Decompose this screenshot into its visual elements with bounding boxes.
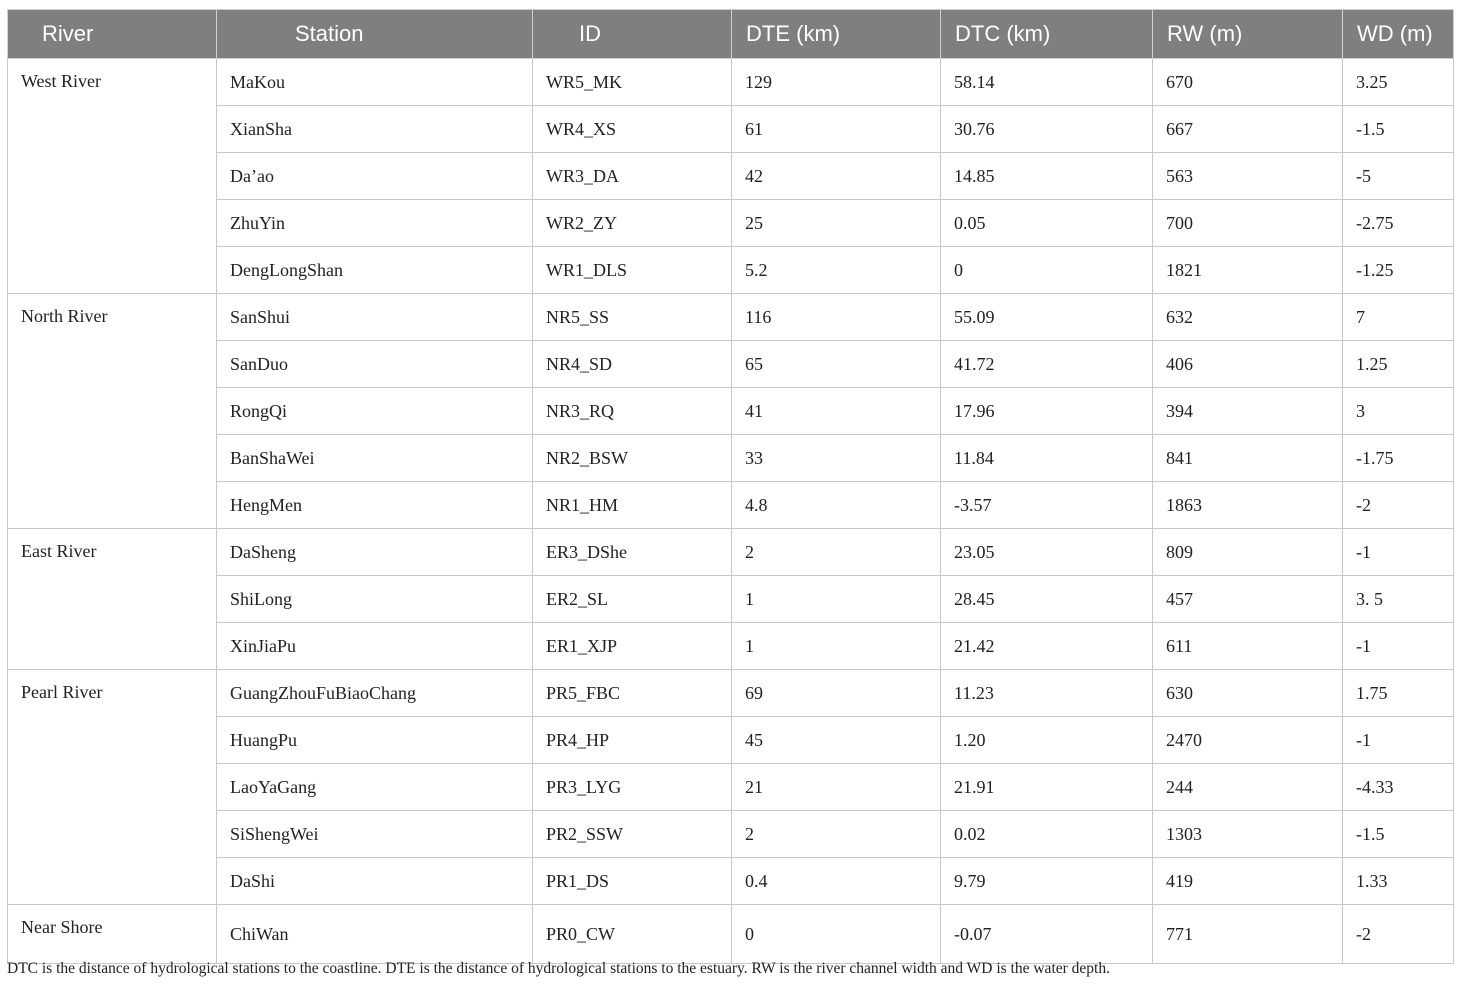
table-body xyxy=(8,59,1454,964)
id-cell: PR0_CW xyxy=(533,905,732,964)
station-cell: ZhuYin xyxy=(217,200,533,247)
table-row xyxy=(8,294,1454,341)
dtc-cell: 58.14 xyxy=(941,59,1153,106)
id-cell: WR3_DA xyxy=(533,153,732,200)
table-row xyxy=(8,200,1454,247)
dtc-cell: 0 xyxy=(941,247,1153,294)
rw-cell: 632 xyxy=(1153,294,1343,341)
wd-cell: -2 xyxy=(1343,482,1454,529)
table-row xyxy=(8,388,1454,435)
wd-cell: -1 xyxy=(1343,529,1454,576)
station-cell: Da’ao xyxy=(217,153,533,200)
station-cell: GuangZhouFuBiaoChang xyxy=(217,670,533,717)
dte-cell: 1 xyxy=(732,623,941,670)
id-cell: WR4_XS xyxy=(533,106,732,153)
dtc-cell: 0.05 xyxy=(941,200,1153,247)
dtc-cell: 11.84 xyxy=(941,435,1153,482)
table-row xyxy=(8,717,1454,764)
header-dtc: DTC (km) xyxy=(941,10,1153,59)
dtc-cell: 0.02 xyxy=(941,811,1153,858)
wd-cell: -1 xyxy=(1343,623,1454,670)
station-cell: SanShui xyxy=(217,294,533,341)
rw-cell: 611 xyxy=(1153,623,1343,670)
id-cell: PR2_SSW xyxy=(533,811,732,858)
dtc-cell: 1.20 xyxy=(941,717,1153,764)
table-row xyxy=(8,435,1454,482)
dte-cell: 25 xyxy=(732,200,941,247)
wd-cell: -2.75 xyxy=(1343,200,1454,247)
header-dte: DTE (km) xyxy=(732,10,941,59)
station-cell: SiShengWei xyxy=(217,811,533,858)
table-row xyxy=(8,153,1454,200)
rw-cell: 667 xyxy=(1153,106,1343,153)
river-cell: West River xyxy=(8,59,217,294)
id-cell: PR3_LYG xyxy=(533,764,732,811)
rw-cell: 406 xyxy=(1153,341,1343,388)
dte-cell: 42 xyxy=(732,153,941,200)
wd-cell: -1.25 xyxy=(1343,247,1454,294)
header-station: Station xyxy=(217,10,533,59)
wd-cell: -2 xyxy=(1343,905,1454,964)
rw-cell: 1821 xyxy=(1153,247,1343,294)
table-row xyxy=(8,341,1454,388)
dte-cell: 1 xyxy=(732,576,941,623)
table-row xyxy=(8,764,1454,811)
rw-cell: 419 xyxy=(1153,858,1343,905)
wd-cell: -5 xyxy=(1343,153,1454,200)
wd-cell: 1.75 xyxy=(1343,670,1454,717)
dtc-cell: 17.96 xyxy=(941,388,1153,435)
table-row xyxy=(8,811,1454,858)
table-row xyxy=(8,482,1454,529)
dte-cell: 41 xyxy=(732,388,941,435)
dte-cell: 0 xyxy=(732,905,941,964)
id-cell: ER2_SL xyxy=(533,576,732,623)
header-river: River xyxy=(8,10,217,59)
dte-cell: 21 xyxy=(732,764,941,811)
dtc-cell: 14.85 xyxy=(941,153,1153,200)
wd-cell: 3 xyxy=(1343,388,1454,435)
table-row xyxy=(8,106,1454,153)
id-cell: ER1_XJP xyxy=(533,623,732,670)
rw-cell: 394 xyxy=(1153,388,1343,435)
table-row xyxy=(8,905,1454,964)
station-cell: HengMen xyxy=(217,482,533,529)
dte-cell: 65 xyxy=(732,341,941,388)
rw-cell: 841 xyxy=(1153,435,1343,482)
header-wd: WD (m) xyxy=(1343,10,1454,59)
dte-cell: 2 xyxy=(732,529,941,576)
station-cell: ShiLong xyxy=(217,576,533,623)
dtc-cell: 11.23 xyxy=(941,670,1153,717)
table-row xyxy=(8,858,1454,905)
wd-cell: 1.25 xyxy=(1343,341,1454,388)
dtc-cell: 21.91 xyxy=(941,764,1153,811)
rw-cell: 670 xyxy=(1153,59,1343,106)
dte-cell: 69 xyxy=(732,670,941,717)
dtc-cell: 23.05 xyxy=(941,529,1153,576)
id-cell: WR2_ZY xyxy=(533,200,732,247)
id-cell: PR4_HP xyxy=(533,717,732,764)
wd-cell: -1.75 xyxy=(1343,435,1454,482)
id-cell: PR1_DS xyxy=(533,858,732,905)
river-cell: East River xyxy=(8,529,217,670)
station-cell: BanShaWei xyxy=(217,435,533,482)
wd-cell: -1.5 xyxy=(1343,811,1454,858)
wd-cell: 1.33 xyxy=(1343,858,1454,905)
header-id: ID xyxy=(533,10,732,59)
rw-cell: 457 xyxy=(1153,576,1343,623)
header-row xyxy=(8,10,1454,59)
rw-cell: 244 xyxy=(1153,764,1343,811)
id-cell: WR5_MK xyxy=(533,59,732,106)
wd-cell: 7 xyxy=(1343,294,1454,341)
dtc-cell: -0.07 xyxy=(941,905,1153,964)
station-cell: ChiWan xyxy=(217,905,533,964)
station-table xyxy=(7,9,1454,964)
rw-cell: 809 xyxy=(1153,529,1343,576)
header-rw: RW (m) xyxy=(1153,10,1343,59)
table-row xyxy=(8,576,1454,623)
station-cell: LaoYaGang xyxy=(217,764,533,811)
rw-cell: 563 xyxy=(1153,153,1343,200)
id-cell: NR1_HM xyxy=(533,482,732,529)
id-cell: WR1_DLS xyxy=(533,247,732,294)
table-row xyxy=(8,59,1454,106)
wd-cell: -1 xyxy=(1343,717,1454,764)
wd-cell: -4.33 xyxy=(1343,764,1454,811)
river-cell: Near Shore xyxy=(8,905,217,964)
dte-cell: 129 xyxy=(732,59,941,106)
dtc-cell: 21.42 xyxy=(941,623,1153,670)
station-cell: XinJiaPu xyxy=(217,623,533,670)
rw-cell: 1303 xyxy=(1153,811,1343,858)
river-cell: North River xyxy=(8,294,217,529)
wd-cell: 3.25 xyxy=(1343,59,1454,106)
table-row xyxy=(8,623,1454,670)
dte-cell: 45 xyxy=(732,717,941,764)
dte-cell: 33 xyxy=(732,435,941,482)
dtc-cell: 55.09 xyxy=(941,294,1153,341)
dte-cell: 0.4 xyxy=(732,858,941,905)
id-cell: NR4_SD xyxy=(533,341,732,388)
dte-cell: 4.8 xyxy=(732,482,941,529)
dte-cell: 116 xyxy=(732,294,941,341)
id-cell: ER3_DShe xyxy=(533,529,732,576)
station-cell: DaShi xyxy=(217,858,533,905)
station-cell: HuangPu xyxy=(217,717,533,764)
rw-cell: 2470 xyxy=(1153,717,1343,764)
dtc-cell: 9.79 xyxy=(941,858,1153,905)
rw-cell: 700 xyxy=(1153,200,1343,247)
id-cell: PR5_FBC xyxy=(533,670,732,717)
wd-cell: -1.5 xyxy=(1343,106,1454,153)
dtc-cell: 30.76 xyxy=(941,106,1153,153)
dtc-cell: 41.72 xyxy=(941,341,1153,388)
rw-cell: 630 xyxy=(1153,670,1343,717)
station-cell: SanDuo xyxy=(217,341,533,388)
station-cell: MaKou xyxy=(217,59,533,106)
dte-cell: 61 xyxy=(732,106,941,153)
id-cell: NR2_BSW xyxy=(533,435,732,482)
table-row xyxy=(8,670,1454,717)
rw-cell: 1863 xyxy=(1153,482,1343,529)
wd-cell: 3. 5 xyxy=(1343,576,1454,623)
station-cell: XianSha xyxy=(217,106,533,153)
dte-cell: 2 xyxy=(732,811,941,858)
table-row xyxy=(8,529,1454,576)
id-cell: NR3_RQ xyxy=(533,388,732,435)
station-cell: RongQi xyxy=(217,388,533,435)
dte-cell: 5.2 xyxy=(732,247,941,294)
rw-cell: 771 xyxy=(1153,905,1343,964)
river-cell: Pearl River xyxy=(8,670,217,905)
station-cell: DengLongShan xyxy=(217,247,533,294)
dtc-cell: 28.45 xyxy=(941,576,1153,623)
footnote: DTC is the distance of hydrological stations to the coastline. DTE is the distance of hydrological stations to the estuary. RW is the river channel width and WD is the water depth. xyxy=(7,960,1110,977)
table-row xyxy=(8,247,1454,294)
id-cell: NR5_SS xyxy=(533,294,732,341)
station-cell: DaSheng xyxy=(217,529,533,576)
dtc-cell: -3.57 xyxy=(941,482,1153,529)
